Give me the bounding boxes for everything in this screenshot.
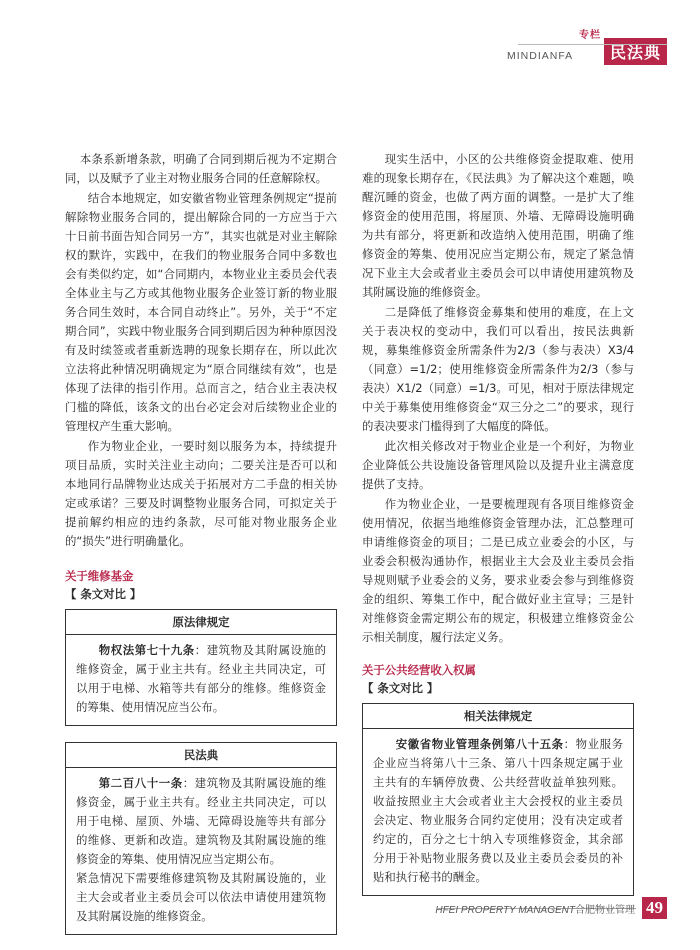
article-reference: 第二百八十一条 <box>98 776 183 790</box>
article-reference: 物权法第七十九条 <box>98 643 195 657</box>
law-text <box>76 641 326 717</box>
right-column <box>362 150 634 908</box>
section-title: 关于维修基金 <box>65 569 134 583</box>
footer-publication-en: HFEI PROPERTY MANAGENT <box>435 905 575 916</box>
law-box-body <box>66 768 336 934</box>
paragraph: 作为物业企业，一是要梳理现有各项目维修资金使用情况，依据当地维修资金管理办法，汇总整理可申请维修资金的项目；二是已成立业委会的小区，与业委会积极沟通协作，根据业主大会及业主委员会指导规则赋予业委会的义务，要求业委会参与到维修资金的组织、筹集工作中，配合做好业主宣导；三是针对维修资金需定期公布的规定，积极建立维修资金公示相关制度，履行法定义务。 <box>362 497 634 644</box>
law-text <box>373 735 623 887</box>
footer-publication <box>435 901 635 916</box>
section-title: 关于公共经营收入权属 <box>362 663 476 677</box>
paragraph: 此次相关修改对于物业企业是一个利好，为物业企业降低公共设施设备管理风险以及提升业主满意度提供了支持。 <box>362 439 634 491</box>
law-box-related <box>362 703 634 896</box>
article-text: ：物业服务企业应当将第八十三条、第八十四条规定属于业主共有的车辆停放费、公共经营收益单独列账。收益按照业主大会或者业主大会授权的业主委员会决定、物业服务合同约定使用；没有决定或者约定的，百分之七十纳入专项维修资金，其余部分用于补贴物业服务费以及业主委员会委员的补贴和执行秘书的酬金。 <box>373 737 623 884</box>
article-text: ：建筑物及其附属设施的维修资金，属于业主共有。经业主共同决定，可以用于电梯、屋顶、外墙、无障碍设施等共有部分的维修、更新和改造。建筑物及其附属设施的维修资金的筹集、使用情况应当定期公布。 <box>76 776 326 866</box>
law-box-original <box>65 609 337 726</box>
law-box-civil-code <box>65 742 337 935</box>
column-label: 专栏 <box>579 30 601 41</box>
masthead-brand <box>507 26 667 76</box>
page-number: 49 <box>642 897 667 919</box>
brand-chinese-name: 民法典 <box>604 38 667 65</box>
paragraph: 结合本地规定，如安徽省物业管理条例规定“提前解除物业服务合同的，提出解除合同的一方应当于六十日前书面告知合同另一方”，其实也就是对业主解除权的默许，实践中，在我们的物业服务合同中多数也会有类似约定，如“合同期内，本物业业主委员会代表全体业主与乙方或其他物业服务企业签订新的物业服务合同生效时，本合同自动终止”。另外，关于“不定期合同”，实践中物业服务合同到期后因为种种原因没有及时续签或者重新选聘的现象长期存在，所以此次立法将此种情况明确规定为“原合同继续有效”，也是体现了法律的指引作用。总而言之，结合业主表决权门槛的降低，该条文的出台必定会对后续物业企业的管理权产生重大影响。 <box>65 191 337 433</box>
section-subtitle: 【 条文对比 】 <box>65 587 142 601</box>
article-reference: 安徽省物业管理条例第八十五条 <box>395 737 564 751</box>
left-column <box>65 150 337 947</box>
footer <box>427 897 667 919</box>
law-text-paragraph-2: 紧急情况下需要维修建筑物及其附属设施的，业主大会或者业主委员会可以依法申请使用建筑物及其附属设施的维修资金。 <box>76 871 326 923</box>
brand-english-name: MINDIANFA <box>507 50 574 62</box>
law-box-heading: 原法律规定 <box>66 610 336 635</box>
law-box-heading: 民法典 <box>66 743 336 768</box>
paragraph: 二是降低了维修资金募集和使用的难度，在上文关于表决权的变动中，我们可以看出，按民法典新规，募集维修资金所需条件为2/3（参与表决）X3/4（同意）=1/2；使用维修资金所需条件为2/3（参与表决）X1/2（同意）=1/3。可见，相对于原法律规定中关于募集使用维修资金“双三分之二”的要求，现行的表决要求门槛得到了大幅度的降低。 <box>362 305 634 433</box>
section-subtitle: 【 条文对比 】 <box>362 681 439 695</box>
law-box-body <box>66 635 336 725</box>
paragraph: 本条系新增条款，明确了合同到期后视为不定期合同，以及赋予了业主对物业服务合同的任意解除权。 <box>65 152 337 185</box>
footer-publication-cn: 合肥物业管理 <box>575 905 635 916</box>
law-text <box>76 774 326 869</box>
law-box-heading: 相关法律规定 <box>363 704 633 729</box>
header-rule <box>518 44 667 45</box>
article-text: ：建筑物及其附属设施的维修资金，属于业主共有。经业主共同决定，可以用于电梯、水箱等共有部分的维修。维修资金的筹集、使用情况应当公布。 <box>76 643 326 714</box>
paragraph: 作为物业企业，一要时刻以服务为本，持续提升项目品质，实时关注业主动向；二要关注是否可以和本地同行品牌物业达成关于拓展对方二手盘的相关协定或承诺？三要及时调整物业服务合同，可拟定关于提前解约相应的违约条款，尽可能对物业服务企业的“损失”进行明确量化。 <box>65 439 337 548</box>
law-box-body <box>363 729 633 895</box>
paragraph: 现实生活中，小区的公共维修资金提取难、使用难的现象长期存在，《民法典》为了解决这个难题，唤醒沉睡的资金，也做了两方面的调整。一是扩大了维修资金的使用范围，将屋顶、外墙、无障碍设施明确为共有部分，将更新和改造纳入使用范围，明确了维修资金的筹集、使用况应当定期公布，规定了紧急情况下业主大会或者业主委员会可以申请使用建筑物及其附属设施的维修资金。 <box>362 152 634 299</box>
